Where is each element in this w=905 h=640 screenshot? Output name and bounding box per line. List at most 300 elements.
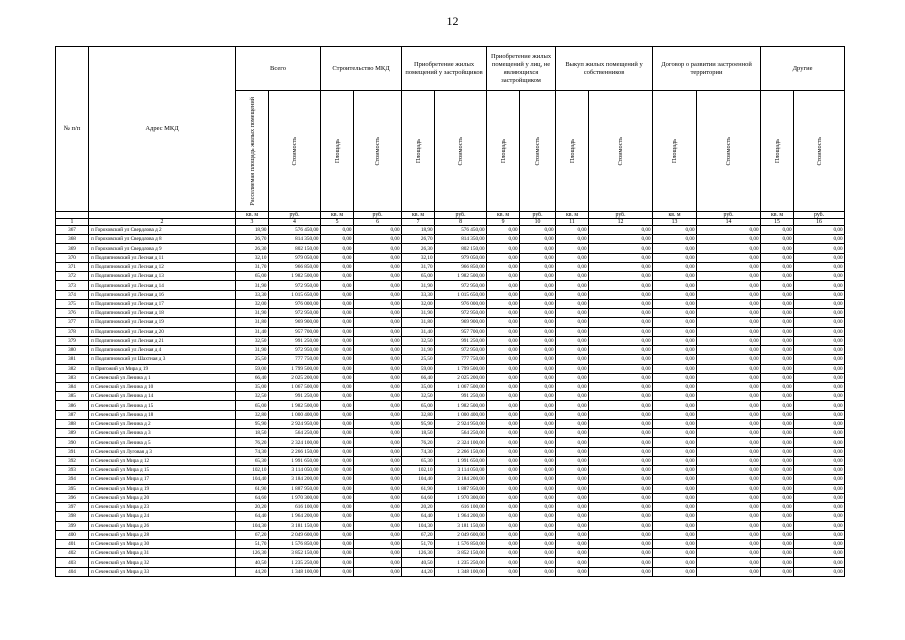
- row-developer-cost: 1 348 100,00: [435, 567, 487, 576]
- row-non-developer-area: 0,00: [487, 466, 520, 475]
- row-address: п Сеченский ул Мира д 28: [89, 530, 236, 539]
- row-construction-area: 0,00: [321, 235, 354, 244]
- row-total-cost: 814 350,00: [269, 235, 321, 244]
- row-construction-cost: 0,00: [354, 336, 402, 345]
- column-number: 1: [56, 219, 89, 226]
- row-non-developer-cost: 0,00: [520, 401, 556, 410]
- table-row: [56, 290, 845, 299]
- row-territory-area: 0,00: [653, 327, 697, 336]
- row-number: 371: [56, 262, 89, 271]
- row-other-area: 0,00: [761, 521, 794, 530]
- row-territory-cost: 0,00: [697, 429, 761, 438]
- row-other-area: 0,00: [761, 382, 794, 391]
- row-developer-area: 31,80: [402, 318, 435, 327]
- subheader-cost-label: Стоимость: [534, 136, 542, 166]
- subheader-area-label: Площадь: [333, 138, 341, 164]
- row-number: 376: [56, 309, 89, 318]
- subheader-cost: [697, 91, 761, 212]
- row-buyout-cost: 0,00: [589, 327, 653, 336]
- row-construction-area: 0,00: [321, 253, 354, 262]
- row-developer-cost: 1 799 500,00: [435, 364, 487, 373]
- row-buyout-area: 0,00: [556, 373, 589, 382]
- row-other-cost: 0,00: [794, 318, 845, 327]
- row-developer-cost: 1 000 400,00: [435, 410, 487, 419]
- row-territory-cost: 0,00: [697, 253, 761, 262]
- row-construction-area: 0,00: [321, 299, 354, 308]
- row-buyout-area: 0,00: [556, 475, 589, 484]
- row-developer-cost: 976 000,00: [435, 299, 487, 308]
- row-construction-area: 0,00: [321, 355, 354, 364]
- row-non-developer-cost: 0,00: [520, 355, 556, 364]
- row-total-area: 26,70: [236, 235, 269, 244]
- row-other-cost: 0,00: [794, 235, 845, 244]
- row-non-developer-cost: 0,00: [520, 512, 556, 521]
- row-territory-area: 0,00: [653, 281, 697, 290]
- row-buyout-area: 0,00: [556, 382, 589, 391]
- row-territory-area: 0,00: [653, 346, 697, 355]
- row-developer-cost: 814 350,00: [435, 235, 487, 244]
- row-buyout-cost: 0,00: [589, 318, 653, 327]
- row-buyout-cost: 0,00: [589, 438, 653, 447]
- row-developer-area: 31,70: [402, 262, 435, 271]
- row-buyout-cost: 0,00: [589, 235, 653, 244]
- unit-cost: руб.: [435, 212, 487, 219]
- row-construction-area: 0,00: [321, 549, 354, 558]
- row-developer-area: 95,90: [402, 419, 435, 428]
- unit-cost: руб.: [589, 212, 653, 219]
- row-territory-cost: 0,00: [697, 346, 761, 355]
- row-other-cost: 0,00: [794, 281, 845, 290]
- row-other-area: 0,00: [761, 281, 794, 290]
- row-number: 399: [56, 521, 89, 530]
- row-non-developer-area: 0,00: [487, 438, 520, 447]
- row-total-area: 95,90: [236, 419, 269, 428]
- row-number: 379: [56, 336, 89, 345]
- unit-area: кв. м: [402, 212, 435, 219]
- row-other-cost: 0,00: [794, 567, 845, 576]
- row-territory-cost: 0,00: [697, 373, 761, 382]
- row-number: 391: [56, 447, 89, 456]
- row-total-cost: 1 991 650,00: [269, 456, 321, 465]
- row-address: п Сеченский ул Мира д 20: [89, 493, 236, 502]
- table-row: [56, 309, 845, 318]
- row-buyout-area: 0,00: [556, 290, 589, 299]
- subheader-area: [487, 91, 520, 212]
- row-construction-area: 0,00: [321, 419, 354, 428]
- column-number: 9: [487, 219, 520, 226]
- row-developer-cost: 972 950,00: [435, 281, 487, 290]
- row-territory-cost: 0,00: [697, 521, 761, 530]
- row-address: п Сеченский ул Ленина д 1: [89, 373, 236, 382]
- row-number: 372: [56, 272, 89, 281]
- row-developer-cost: 3 852 150,00: [435, 549, 487, 558]
- row-non-developer-cost: 0,00: [520, 521, 556, 530]
- row-buyout-area: 0,00: [556, 226, 589, 235]
- row-developer-cost: 966 850,00: [435, 262, 487, 271]
- row-territory-area: 0,00: [653, 521, 697, 530]
- row-number: 378: [56, 327, 89, 336]
- page-number: 12: [446, 14, 459, 28]
- row-other-area: 0,00: [761, 466, 794, 475]
- row-construction-cost: 0,00: [354, 364, 402, 373]
- row-buyout-cost: 0,00: [589, 253, 653, 262]
- row-other-cost: 0,00: [794, 539, 845, 548]
- row-territory-area: 0,00: [653, 272, 697, 281]
- column-number: 16: [794, 219, 845, 226]
- row-other-area: 0,00: [761, 558, 794, 567]
- row-buyout-area: 0,00: [556, 438, 589, 447]
- row-non-developer-area: 0,00: [487, 235, 520, 244]
- row-non-developer-cost: 0,00: [520, 253, 556, 262]
- row-developer-area: 64,40: [402, 512, 435, 521]
- table-row: [56, 493, 845, 502]
- column-number: 15: [761, 219, 794, 226]
- row-buyout-cost: 0,00: [589, 466, 653, 475]
- row-buyout-area: 0,00: [556, 558, 589, 567]
- table-row: [56, 456, 845, 465]
- row-construction-area: 0,00: [321, 262, 354, 271]
- subheader-cost-label: Стоимость: [617, 136, 625, 166]
- row-territory-cost: 0,00: [697, 318, 761, 327]
- row-territory-cost: 0,00: [697, 493, 761, 502]
- row-territory-cost: 0,00: [697, 530, 761, 539]
- row-non-developer-area: 0,00: [487, 382, 520, 391]
- row-total-cost: 1 970 300,00: [269, 493, 321, 502]
- row-address: п Сеченский ул Мира д 31: [89, 549, 236, 558]
- row-other-area: 0,00: [761, 244, 794, 253]
- row-other-cost: 0,00: [794, 475, 845, 484]
- row-developer-cost: 2 049 600,00: [435, 530, 487, 539]
- row-non-developer-area: 0,00: [487, 530, 520, 539]
- row-total-area: 59,00: [236, 364, 269, 373]
- row-non-developer-cost: 0,00: [520, 235, 556, 244]
- row-other-cost: 0,00: [794, 290, 845, 299]
- row-non-developer-area: 0,00: [487, 373, 520, 382]
- row-address: п Сеченский ул Мира д 24: [89, 512, 236, 521]
- row-total-area: 104,30: [236, 521, 269, 530]
- table-row: [56, 401, 845, 410]
- row-non-developer-cost: 0,00: [520, 438, 556, 447]
- row-construction-cost: 0,00: [354, 447, 402, 456]
- row-developer-area: 65,00: [402, 272, 435, 281]
- row-non-developer-area: 0,00: [487, 299, 520, 308]
- row-territory-cost: 0,00: [697, 226, 761, 235]
- row-construction-cost: 0,00: [354, 281, 402, 290]
- row-address: п Пригожий ул Мира д 19: [89, 364, 236, 373]
- table-row: [56, 373, 845, 382]
- row-other-cost: 0,00: [794, 364, 845, 373]
- row-construction-area: 0,00: [321, 373, 354, 382]
- row-developer-cost: 3 114 050,00: [435, 466, 487, 475]
- row-number: 392: [56, 456, 89, 465]
- row-number: 384: [56, 382, 89, 391]
- subheader-resettled-area-label: Расселяемая площадь жилых помещений: [248, 96, 256, 206]
- row-non-developer-cost: 0,00: [520, 244, 556, 253]
- row-developer-cost: 991 250,00: [435, 336, 487, 345]
- row-non-developer-area: 0,00: [487, 244, 520, 253]
- row-territory-cost: 0,00: [697, 235, 761, 244]
- table-row: [56, 244, 845, 253]
- subheader-area: [402, 91, 435, 212]
- row-construction-cost: 0,00: [354, 309, 402, 318]
- row-developer-area: 104,40: [402, 475, 435, 484]
- unit-blank: [56, 212, 89, 219]
- row-territory-area: 0,00: [653, 336, 697, 345]
- row-non-developer-area: 0,00: [487, 392, 520, 401]
- row-developer-cost: 777 750,00: [435, 355, 487, 364]
- row-construction-cost: 0,00: [354, 290, 402, 299]
- unit-area: кв. м: [653, 212, 697, 219]
- row-other-area: 0,00: [761, 355, 794, 364]
- row-buyout-cost: 0,00: [589, 336, 653, 345]
- row-total-cost: 3 184 200,00: [269, 475, 321, 484]
- row-non-developer-cost: 0,00: [520, 503, 556, 512]
- table-row: [56, 419, 845, 428]
- row-developer-cost: 2 324 100,00: [435, 438, 487, 447]
- row-non-developer-area: 0,00: [487, 355, 520, 364]
- row-non-developer-area: 0,00: [487, 558, 520, 567]
- row-developer-cost: 972 950,00: [435, 346, 487, 355]
- row-total-cost: 2 025 200,00: [269, 373, 321, 382]
- row-other-area: 0,00: [761, 309, 794, 318]
- row-number: 375: [56, 299, 89, 308]
- column-number: 11: [556, 219, 589, 226]
- table-row: [56, 299, 845, 308]
- row-non-developer-area: 0,00: [487, 226, 520, 235]
- row-construction-area: 0,00: [321, 521, 354, 530]
- subheader-total-cost-label: Стоимость: [291, 136, 298, 166]
- row-territory-cost: 0,00: [697, 475, 761, 484]
- row-other-cost: 0,00: [794, 493, 845, 502]
- unit-cost: руб.: [520, 212, 556, 219]
- row-territory-cost: 0,00: [697, 438, 761, 447]
- subheader-area: [556, 91, 589, 212]
- row-construction-area: 0,00: [321, 318, 354, 327]
- row-buyout-cost: 0,00: [589, 410, 653, 419]
- row-developer-cost: 972 950,00: [435, 309, 487, 318]
- row-buyout-area: 0,00: [556, 466, 589, 475]
- row-other-area: 0,00: [761, 447, 794, 456]
- row-total-area: 65,00: [236, 401, 269, 410]
- row-developer-cost: 979 050,00: [435, 253, 487, 262]
- row-other-area: 0,00: [761, 235, 794, 244]
- row-total-area: 64,60: [236, 493, 269, 502]
- table-row: [56, 253, 845, 262]
- table-row: [56, 226, 845, 235]
- row-other-area: 0,00: [761, 318, 794, 327]
- table-row: [56, 355, 845, 364]
- row-number: 367: [56, 226, 89, 235]
- row-developer-area: 31,90: [402, 281, 435, 290]
- row-buyout-area: 0,00: [556, 262, 589, 271]
- row-address: п Сеченский ул Ленина д 3: [89, 429, 236, 438]
- row-total-area: 35,00: [236, 382, 269, 391]
- row-territory-area: 0,00: [653, 318, 697, 327]
- row-other-cost: 0,00: [794, 503, 845, 512]
- row-buyout-cost: 0,00: [589, 392, 653, 401]
- table-row: [56, 558, 845, 567]
- row-territory-cost: 0,00: [697, 419, 761, 428]
- row-other-cost: 0,00: [794, 419, 845, 428]
- row-territory-cost: 0,00: [697, 272, 761, 281]
- row-non-developer-area: 0,00: [487, 318, 520, 327]
- row-non-developer-cost: 0,00: [520, 373, 556, 382]
- row-total-cost: 1 964 200,00: [269, 512, 321, 521]
- row-address: п Сеченский ул Мира д 12: [89, 456, 236, 465]
- table-row: [56, 262, 845, 271]
- row-construction-area: 0,00: [321, 484, 354, 493]
- row-address: п Сеченский ул Ленина д 10: [89, 382, 236, 391]
- row-buyout-area: 0,00: [556, 346, 589, 355]
- row-total-area: 67,20: [236, 530, 269, 539]
- row-non-developer-area: 0,00: [487, 364, 520, 373]
- row-territory-area: 0,00: [653, 410, 697, 419]
- row-total-cost: 2 049 600,00: [269, 530, 321, 539]
- row-buyout-cost: 0,00: [589, 309, 653, 318]
- row-developer-area: 76,20: [402, 438, 435, 447]
- row-buyout-cost: 0,00: [589, 281, 653, 290]
- row-other-cost: 0,00: [794, 272, 845, 281]
- row-developer-area: 64,60: [402, 493, 435, 502]
- row-construction-cost: 0,00: [354, 318, 402, 327]
- unit-area: кв. м: [321, 212, 354, 219]
- row-other-cost: 0,00: [794, 309, 845, 318]
- row-buyout-area: 0,00: [556, 318, 589, 327]
- row-address: п Подлипновский ул Лесная д 18: [89, 309, 236, 318]
- row-other-cost: 0,00: [794, 429, 845, 438]
- table-row: [56, 484, 845, 493]
- row-developer-area: 74,30: [402, 447, 435, 456]
- row-buyout-cost: 0,00: [589, 549, 653, 558]
- subheader-total-cost: [269, 91, 321, 212]
- row-buyout-cost: 0,00: [589, 567, 653, 576]
- row-construction-area: 0,00: [321, 392, 354, 401]
- subheader-cost: [794, 91, 845, 212]
- table-row: [56, 327, 845, 336]
- row-total-area: 31,40: [236, 327, 269, 336]
- row-other-cost: 0,00: [794, 373, 845, 382]
- row-address: п Подлипновский ул Шахтная д 3: [89, 355, 236, 364]
- row-number: 403: [56, 558, 89, 567]
- table-row: [56, 539, 845, 548]
- row-territory-cost: 0,00: [697, 466, 761, 475]
- header-no: № п/п: [56, 47, 89, 212]
- row-developer-area: 40,50: [402, 558, 435, 567]
- row-total-cost: 1 235 250,00: [269, 558, 321, 567]
- row-other-area: 0,00: [761, 512, 794, 521]
- row-address: п Сеченский ул Ленина д 5: [89, 438, 236, 447]
- row-developer-cost: 564 250,00: [435, 429, 487, 438]
- row-developer-area: 31,40: [402, 327, 435, 336]
- row-buyout-cost: 0,00: [589, 226, 653, 235]
- row-buyout-area: 0,00: [556, 355, 589, 364]
- row-total-cost: 3 852 150,00: [269, 549, 321, 558]
- row-address: п Подлипновский ул Лесная д 21: [89, 336, 236, 345]
- table-row: [56, 503, 845, 512]
- header-group-other: Другие: [761, 47, 845, 91]
- row-non-developer-cost: 0,00: [520, 456, 556, 465]
- row-other-cost: 0,00: [794, 530, 845, 539]
- row-territory-area: 0,00: [653, 290, 697, 299]
- row-number: 393: [56, 466, 89, 475]
- row-total-area: 20,20: [236, 503, 269, 512]
- row-address: п Сеченский ул Мира д 33: [89, 567, 236, 576]
- row-construction-area: 0,00: [321, 456, 354, 465]
- row-other-area: 0,00: [761, 410, 794, 419]
- row-other-cost: 0,00: [794, 456, 845, 465]
- row-construction-area: 0,00: [321, 309, 354, 318]
- column-number: 13: [653, 219, 697, 226]
- row-construction-cost: 0,00: [354, 382, 402, 391]
- row-address: п Подлипновский ул Лесная д 19: [89, 318, 236, 327]
- row-total-cost: 1 982 500,00: [269, 272, 321, 281]
- row-total-area: 76,20: [236, 438, 269, 447]
- row-other-area: 0,00: [761, 419, 794, 428]
- row-non-developer-area: 0,00: [487, 475, 520, 484]
- row-buyout-area: 0,00: [556, 281, 589, 290]
- row-total-area: 102,10: [236, 466, 269, 475]
- column-number: 6: [354, 219, 402, 226]
- row-other-cost: 0,00: [794, 355, 845, 364]
- row-other-cost: 0,00: [794, 410, 845, 419]
- row-total-cost: 564 250,00: [269, 429, 321, 438]
- row-non-developer-area: 0,00: [487, 484, 520, 493]
- row-construction-area: 0,00: [321, 290, 354, 299]
- row-number: 396: [56, 493, 89, 502]
- row-address: п Сеченский ул Мира д 19: [89, 484, 236, 493]
- row-construction-cost: 0,00: [354, 299, 402, 308]
- row-construction-area: 0,00: [321, 281, 354, 290]
- row-total-area: 51,70: [236, 539, 269, 548]
- row-non-developer-area: 0,00: [487, 456, 520, 465]
- row-buyout-cost: 0,00: [589, 373, 653, 382]
- row-total-cost: 972 950,00: [269, 309, 321, 318]
- row-construction-cost: 0,00: [354, 567, 402, 576]
- row-address: п Подлипновский ул Лесная д 14: [89, 281, 236, 290]
- table-row: [56, 235, 845, 244]
- row-address: п Сеченский ул Ленина д 15: [89, 401, 236, 410]
- unit-area: кв. м: [236, 212, 269, 219]
- row-buyout-area: 0,00: [556, 549, 589, 558]
- subheader-cost-label: Стоимость: [374, 136, 382, 166]
- row-construction-cost: 0,00: [354, 355, 402, 364]
- row-address: п Подлипновский ул Лесная д 20: [89, 327, 236, 336]
- row-total-cost: 777 750,00: [269, 355, 321, 364]
- row-developer-cost: 616 100,00: [435, 503, 487, 512]
- row-non-developer-cost: 0,00: [520, 318, 556, 327]
- row-developer-area: 67,20: [402, 530, 435, 539]
- row-construction-cost: 0,00: [354, 456, 402, 465]
- row-address: п Подлипновский ул Лесная д 13: [89, 272, 236, 281]
- row-territory-area: 0,00: [653, 493, 697, 502]
- unit-area: кв. м: [487, 212, 520, 219]
- row-other-area: 0,00: [761, 392, 794, 401]
- row-non-developer-cost: 0,00: [520, 567, 556, 576]
- row-non-developer-cost: 0,00: [520, 336, 556, 345]
- column-number: 10: [520, 219, 556, 226]
- row-territory-cost: 0,00: [697, 456, 761, 465]
- row-construction-area: 0,00: [321, 382, 354, 391]
- row-developer-cost: 1 015 650,00: [435, 290, 487, 299]
- row-buyout-cost: 0,00: [589, 447, 653, 456]
- row-address: п Сеченский ул Ленина д 18: [89, 410, 236, 419]
- row-developer-cost: 1 235 250,00: [435, 558, 487, 567]
- row-non-developer-area: 0,00: [487, 336, 520, 345]
- row-buyout-area: 0,00: [556, 521, 589, 530]
- row-territory-cost: 0,00: [697, 355, 761, 364]
- row-developer-cost: 1 991 650,00: [435, 456, 487, 465]
- row-total-cost: 972 950,00: [269, 281, 321, 290]
